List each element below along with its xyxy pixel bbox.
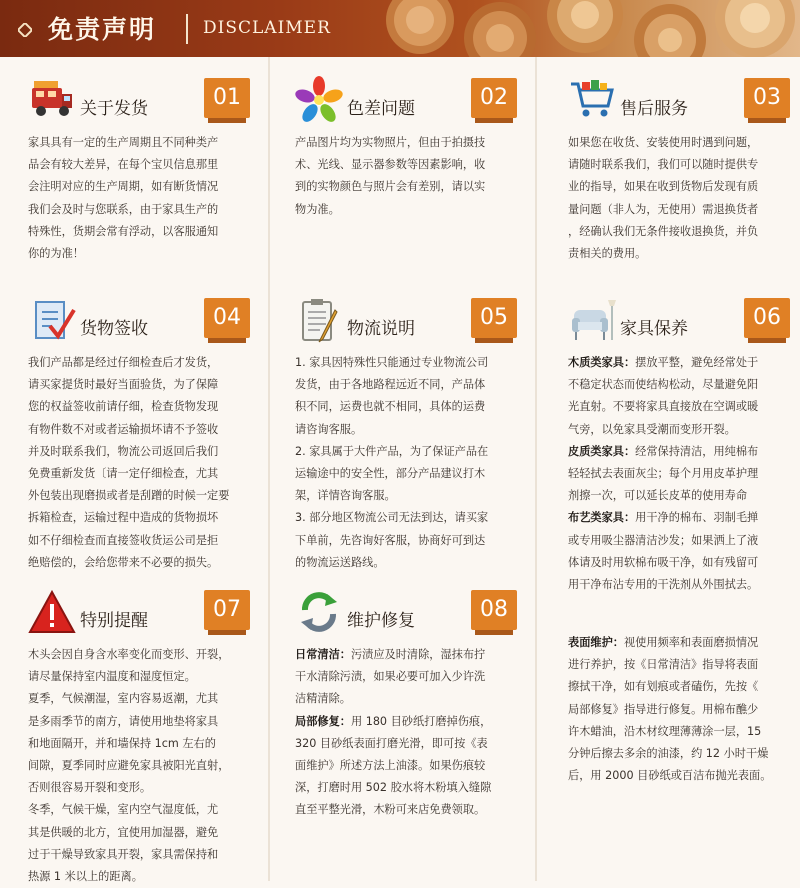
banner-bullet-icon — [18, 23, 32, 37]
section-text-line: 我们产品都是经过仔细检查后才发货， — [28, 356, 219, 369]
section-text-line: 请随时联系我们，我们可以随时提供专 — [568, 158, 759, 172]
section-text-content: 许木蜡油，沿木材纹理薄薄涂一层，15 — [568, 724, 762, 738]
section-text-line: 否则很容易开裂和变形。 — [28, 781, 152, 795]
column-divider — [535, 57, 537, 881]
section-text-line — [568, 574, 800, 596]
delivery-truck-icon — [28, 76, 76, 124]
section-text-line — [568, 463, 800, 485]
section-body — [28, 352, 268, 574]
section-text-line — [568, 765, 800, 787]
section-header — [28, 580, 268, 640]
section-text-line: 如不仔细检查而直接签收货运公司是拒 — [28, 533, 219, 547]
section-text-content: 后，用 2000 目砂纸或百洁布抛光表面。 — [568, 769, 772, 783]
section-text-line: 架，详情咨询客服。 — [295, 489, 396, 503]
section-text-line: 外包装出现磨损或者是刮蹭的时候一定要 — [28, 489, 230, 503]
refresh-arrows-icon — [295, 588, 343, 636]
section-number-badge: 08 — [471, 590, 517, 630]
section-text-line — [568, 654, 800, 676]
section-text-line: 请咨询客服。 — [295, 422, 363, 436]
section-text-content: 剂擦一次，可以延长皮革的使用寿命 — [568, 489, 748, 503]
section-header — [295, 68, 535, 128]
section-text-content: 经常保持清洁，用纯棉布 — [635, 444, 759, 458]
section-text-line: 请尽量保持室内温度和湿度恒定。 — [28, 670, 196, 684]
section-header — [28, 288, 268, 348]
section-text-content: 深，打磨时用 502 胶水将木粉填入缝隙 — [295, 781, 492, 795]
section-text-content: 进行养护，按《日常清洁》指导将表面 — [568, 658, 759, 672]
section-text-line — [568, 441, 800, 463]
section-body — [568, 352, 800, 596]
section-text-line: 你的为准！ — [28, 247, 84, 261]
section-text-line — [295, 644, 535, 666]
section-text-content: 气旁，以免家具受潮而变形开裂。 — [568, 422, 736, 436]
section-text-line: 物为准。 — [295, 202, 340, 216]
section-text-content: 干水清除污渍，如果必要可加入少许洗 — [295, 670, 486, 684]
section-number-badge: 05 — [471, 298, 517, 338]
section-header — [295, 580, 535, 640]
section-text-line: 其是供暖的北方，宜使用加湿器，避免 — [28, 825, 219, 839]
section-text-line — [295, 666, 535, 688]
section-text-content: 擦拭干净，如有划痕或者磕伤，先按《 — [568, 680, 759, 694]
section-text-line: 我们会及时与您联系，由于家具生产的 — [28, 202, 219, 216]
section-text-line: 量问题（非人为，无使用）需退换货者 — [568, 202, 759, 216]
section-text-line: 是多雨季节的南方，请使用地垫将家具 — [28, 714, 219, 728]
section-text-line: 和地面隔开，并和墙保持 1cm 左右的 — [28, 736, 216, 750]
section-header — [295, 288, 535, 348]
color-wheel-icon — [295, 76, 343, 124]
section-body — [28, 644, 268, 888]
checklist-icon — [28, 296, 76, 344]
section-text-line — [295, 799, 535, 821]
section-body — [295, 644, 535, 822]
section-text-line: 绝赔偿的，会给您带来不必要的损失。 — [28, 555, 219, 569]
section-text-line: 发货，由于各地路程远近不同，产品体 — [295, 378, 486, 392]
shopping-cart-icon — [568, 76, 616, 124]
section-text-line — [295, 733, 535, 755]
section-text-content: 直至平整光滑，木粉可来店免费领取。 — [295, 803, 486, 817]
section-text-line — [568, 676, 800, 698]
section-text-content: 光直射。不要将家具直接放在空调或暖 — [568, 400, 759, 414]
section-text-content: 局部修复》指导进行修复。用棉布醮少 — [568, 702, 759, 716]
section-text-line — [568, 530, 800, 552]
section-text-line: 的物流运送路线。 — [295, 555, 385, 569]
section-text-content: 污渍应及时清除，湿抹布拧 — [350, 648, 486, 661]
section-number-badge: 02 — [471, 78, 517, 118]
section-body — [568, 632, 800, 787]
section-text-line: 并及时联系我们，物流公司返回后我们 — [28, 444, 219, 458]
section-number-badge: 03 — [744, 78, 790, 118]
section-text-line: 有物件数不对或者运输损坏请不予签收 — [28, 422, 219, 436]
section-text-line: 1. 家具因特殊性只能通过专业物流公司 — [295, 356, 489, 369]
section-text-label: 表面维护： — [568, 636, 624, 649]
section-text-line — [568, 419, 800, 441]
section-text-line: 积不同，运费也就不相同，具体的运费 — [295, 400, 486, 414]
section-text-line: 免费重新发货〔请一定仔细检查，尤其 — [28, 467, 219, 481]
section-text-line — [568, 699, 800, 721]
section-title: 售后服务 — [620, 99, 688, 119]
section-text-content: 轻轻拭去表面灰尘；每个月用皮革护理 — [568, 467, 759, 481]
section-title: 关于发货 — [80, 99, 148, 119]
disclaimer-banner — [0, 0, 800, 57]
section-title: 货物签收 — [80, 319, 148, 339]
section-text-content: 或专用吸尘器清洁沙发；如果洒上了液 — [568, 533, 759, 547]
section-text-line: 过于干燥导致家具开裂，家具需保持和 — [28, 847, 219, 861]
banner-title-zh: 免责声明 — [48, 15, 157, 44]
section-text-line — [568, 374, 800, 396]
section-text-line — [295, 688, 535, 710]
section-header — [28, 68, 268, 128]
section-text-line: 如果您在收货、安装使用时遇到问题， — [568, 136, 759, 149]
section-text-content: 用干净的棉布、羽制毛掸 — [635, 511, 759, 525]
section-text-content: 面维护》所述方法上油漆。如果伤痕较 — [295, 759, 486, 773]
section-text-line: 运输途中的安全性，部分产品建议打木 — [295, 467, 486, 481]
section-text-line: 品会有较大差异，在每个宝贝信息那里 — [28, 158, 219, 172]
section-text-line — [295, 777, 535, 799]
section-text-label: 皮质类家具： — [568, 444, 636, 458]
section-text-line: 到的实物颜色与照片会有差别，请以实 — [295, 180, 486, 194]
section-text-line — [568, 552, 800, 574]
section-text-line: 下单前，先咨询好客服，协商好可到达 — [295, 533, 486, 547]
section-text-content: 摆放平整，避免经常处于 — [635, 356, 759, 369]
section-text-line: ，经确认我们无条件接收退换货，并负 — [568, 224, 759, 238]
clipboard-pen-icon — [295, 296, 343, 344]
section-text-line: 家具具有一定的生产周期且不同种类产 — [28, 136, 219, 149]
section-text-line — [295, 755, 535, 777]
banner-separator — [186, 14, 188, 44]
section-text-content: 视使用频率和表面磨损情况 — [623, 636, 759, 649]
section-text-line: 木头会因自身含水率变化而变形、开裂， — [28, 648, 230, 661]
section-title: 色差问题 — [347, 99, 415, 119]
section-text-line: 3. 部分地区物流公司无法到达，请买家 — [295, 511, 489, 525]
section-header — [568, 288, 800, 348]
section-text-line: 业的指导，如果在收到货物后发现有质 — [568, 180, 759, 194]
section-text-line: 您的权益签收前请仔细，检查货物发现 — [28, 400, 219, 414]
section-text-content: 洁精清除。 — [295, 692, 351, 706]
section-number-badge: 01 — [204, 78, 250, 118]
section-text-line: 特殊性，货期会常有浮动，以客服通知 — [28, 224, 219, 238]
section-text-content: 用 180 目砂纸打磨掉伤痕， — [350, 714, 492, 728]
section-text-line: 请买家提货时最好当面验货，为了保障 — [28, 378, 219, 392]
section-header — [568, 68, 800, 128]
section-number-badge: 04 — [204, 298, 250, 338]
wood-logs-decoration — [380, 0, 800, 57]
section-text-content: 不稳定状态而使结构松动，尽量避免阳 — [568, 378, 759, 392]
section-text-line — [568, 507, 800, 529]
section-title: 特别提醒 — [80, 611, 148, 631]
section-text-line: 会注明对应的生产周期，如有断货情况 — [28, 180, 219, 194]
section-text-line: 2. 家具属于大件产品，为了保证产品在 — [295, 444, 489, 458]
section-body — [28, 132, 268, 265]
section-text-line: 术、光线、显示器参数等因素影响，收 — [295, 158, 486, 172]
section-text-line: 夏季，气候潮湿，室内容易返潮，尤其 — [28, 692, 219, 706]
section-text-line: 热源 1 米以上的距离。 — [28, 870, 143, 884]
section-text-label: 木质类家具： — [568, 356, 636, 369]
section-text-line: 冬季，气候干燥，室内空气湿度低，尤 — [28, 803, 219, 817]
section-title: 家具保养 — [620, 319, 688, 339]
section-text-content: 体请及时用软棉布吸干净，如有残留可 — [568, 555, 759, 569]
section-text-content: 分钟后擦去多余的油漆，约 12 小时干燥 — [568, 747, 769, 761]
section-text-line — [568, 743, 800, 765]
section-text-label: 布艺类家具： — [568, 511, 636, 525]
section-title: 物流说明 — [347, 319, 415, 339]
section-text-content: 用干净布沾专用的干洗剂从外围拭去。 — [568, 578, 759, 592]
banner-title-en: DISCLAIMER — [203, 18, 331, 38]
armchair-icon — [568, 296, 616, 344]
section-number-badge: 07 — [204, 590, 250, 630]
section-text-line — [295, 711, 535, 733]
section-body — [295, 352, 535, 574]
section-text-content: 320 目砂纸表面打磨光滑，即可按《表 — [295, 736, 488, 750]
section-text-line: 产品图片均为实物照片，但由于拍摄技 — [295, 136, 486, 149]
section-text-line: 责相关的费用。 — [568, 247, 647, 261]
section-text-line — [568, 721, 800, 743]
section-text-line: 间隙，夏季同时应避免家具被阳光直射， — [28, 759, 230, 773]
warning-icon — [28, 588, 76, 636]
section-text-line — [568, 352, 800, 374]
section-body — [295, 132, 535, 221]
section-number-badge: 06 — [744, 298, 790, 338]
section-text-label: 局部修复： — [295, 714, 351, 728]
section-text-line — [568, 485, 800, 507]
section-text-line: 拆箱检查，运输过程中造成的货物损坏 — [28, 511, 219, 525]
section-text-label: 日常清洁： — [295, 648, 351, 661]
column-divider — [268, 57, 270, 881]
section-text-line — [568, 396, 800, 418]
section-text-line — [568, 632, 800, 654]
section-body — [568, 132, 800, 265]
section-title: 维护修复 — [347, 611, 415, 631]
